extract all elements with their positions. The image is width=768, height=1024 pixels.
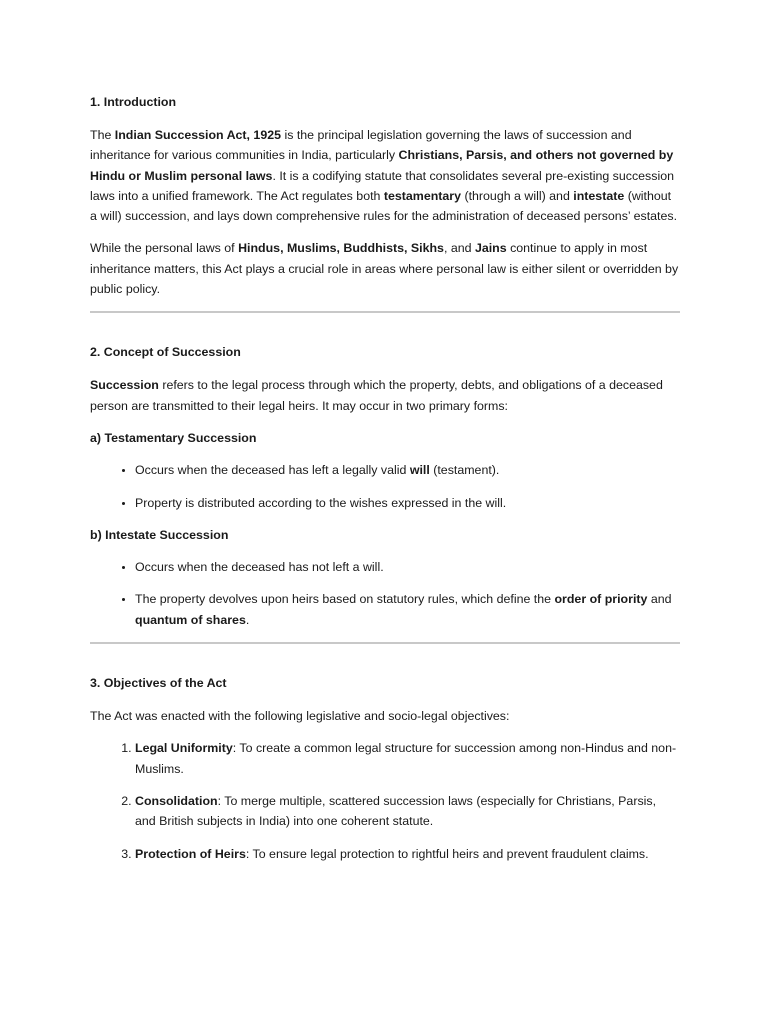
bullet-list <box>90 460 680 513</box>
list-item: 1. Legal Uniformity: To create a common legal structure for succession among non-Hindus and non-Muslims. <box>135 738 680 779</box>
bold-text: Consolidation <box>135 793 218 808</box>
list-item: • The property devolves upon heirs based on statutory rules, which define the order of priority and quantum of shares. <box>135 589 680 630</box>
paragraph: While the personal laws of Hindus, Muslims, Buddhists, Sikhs, and Jains continue to apply in most inheritance matters, this Act plays a crucial role in areas where personal law is either silent or overridden by public policy. <box>90 241 679 297</box>
bold-text: Succession <box>90 378 159 393</box>
paragraph: The Indian Succession Act, 1925 is the principal legislation governing the laws of succession and inheritance for various communities in India, particularly Christians, Parsis, and others not governed by Hindu or Muslim personal laws. It is a codifying statute that consolidates several pre-existing succession laws into a unified framework. The Act regulates both testamentary (through a will) and intestate (without a will) succession, and lays down comprehensive rules for the administration of deceased persons’ estates. <box>90 128 678 224</box>
section-heading: 2. Concept of Succession <box>90 345 241 360</box>
paragraph: Succession refers to the legal process through which the property, debts, and obligations of a deceased person are transmitted to their legal heirs. It may occur in two primary forms: <box>90 378 663 413</box>
bold-text: Legal Uniformity <box>135 741 233 756</box>
bold-text: quantum of shares <box>135 612 246 627</box>
bold-text: order of priority <box>554 592 648 607</box>
bold-text: Indian Succession Act, 1925 <box>114 128 281 142</box>
subheading: b) Intestate Succession <box>90 527 229 542</box>
section-heading: 3. Objectives of the Act <box>90 676 227 691</box>
list-item: • Occurs when the deceased has left a legally valid will (testament). <box>135 460 680 480</box>
list-item: • Property is distributed according to the wishes expressed in the will. <box>135 493 680 513</box>
list-item: • Occurs when the deceased has not left a will. <box>135 557 680 577</box>
bold-text: intestate <box>573 188 625 203</box>
subheading: a) Testamentary Succession <box>90 430 257 445</box>
paragraph: The Act was enacted with the following legislative and socio-legal objectives: <box>90 709 510 724</box>
numbered-list <box>90 738 680 863</box>
bold-text: Jains <box>474 241 507 256</box>
bold-text: will <box>409 463 430 478</box>
list-item: 3. Protection of Heirs: To ensure legal protection to rightful heirs and prevent fraudulent claims. <box>135 844 680 864</box>
section-concept <box>90 342 680 630</box>
bold-text: Protection of Heirs <box>135 846 246 861</box>
bold-text: Christians, Parsis, and others not governed by Hindu or Muslim personal laws <box>90 148 674 183</box>
section-divider <box>90 642 680 644</box>
document-body <box>90 92 680 876</box>
bullet-list <box>90 557 680 630</box>
bold-text: Hindus, Muslims, Buddhists, Sikhs <box>238 241 444 256</box>
section-heading: 1. Introduction <box>90 95 177 109</box>
section-introduction <box>90 92 680 299</box>
section-objectives <box>90 673 680 864</box>
list-item: 2. Consolidation: To merge multiple, scattered succession laws (especially for Christians, Parsis, and British subjects in India) into one coherent statute. <box>135 791 680 832</box>
bold-text: testamentary <box>383 188 462 203</box>
section-divider <box>90 311 680 313</box>
